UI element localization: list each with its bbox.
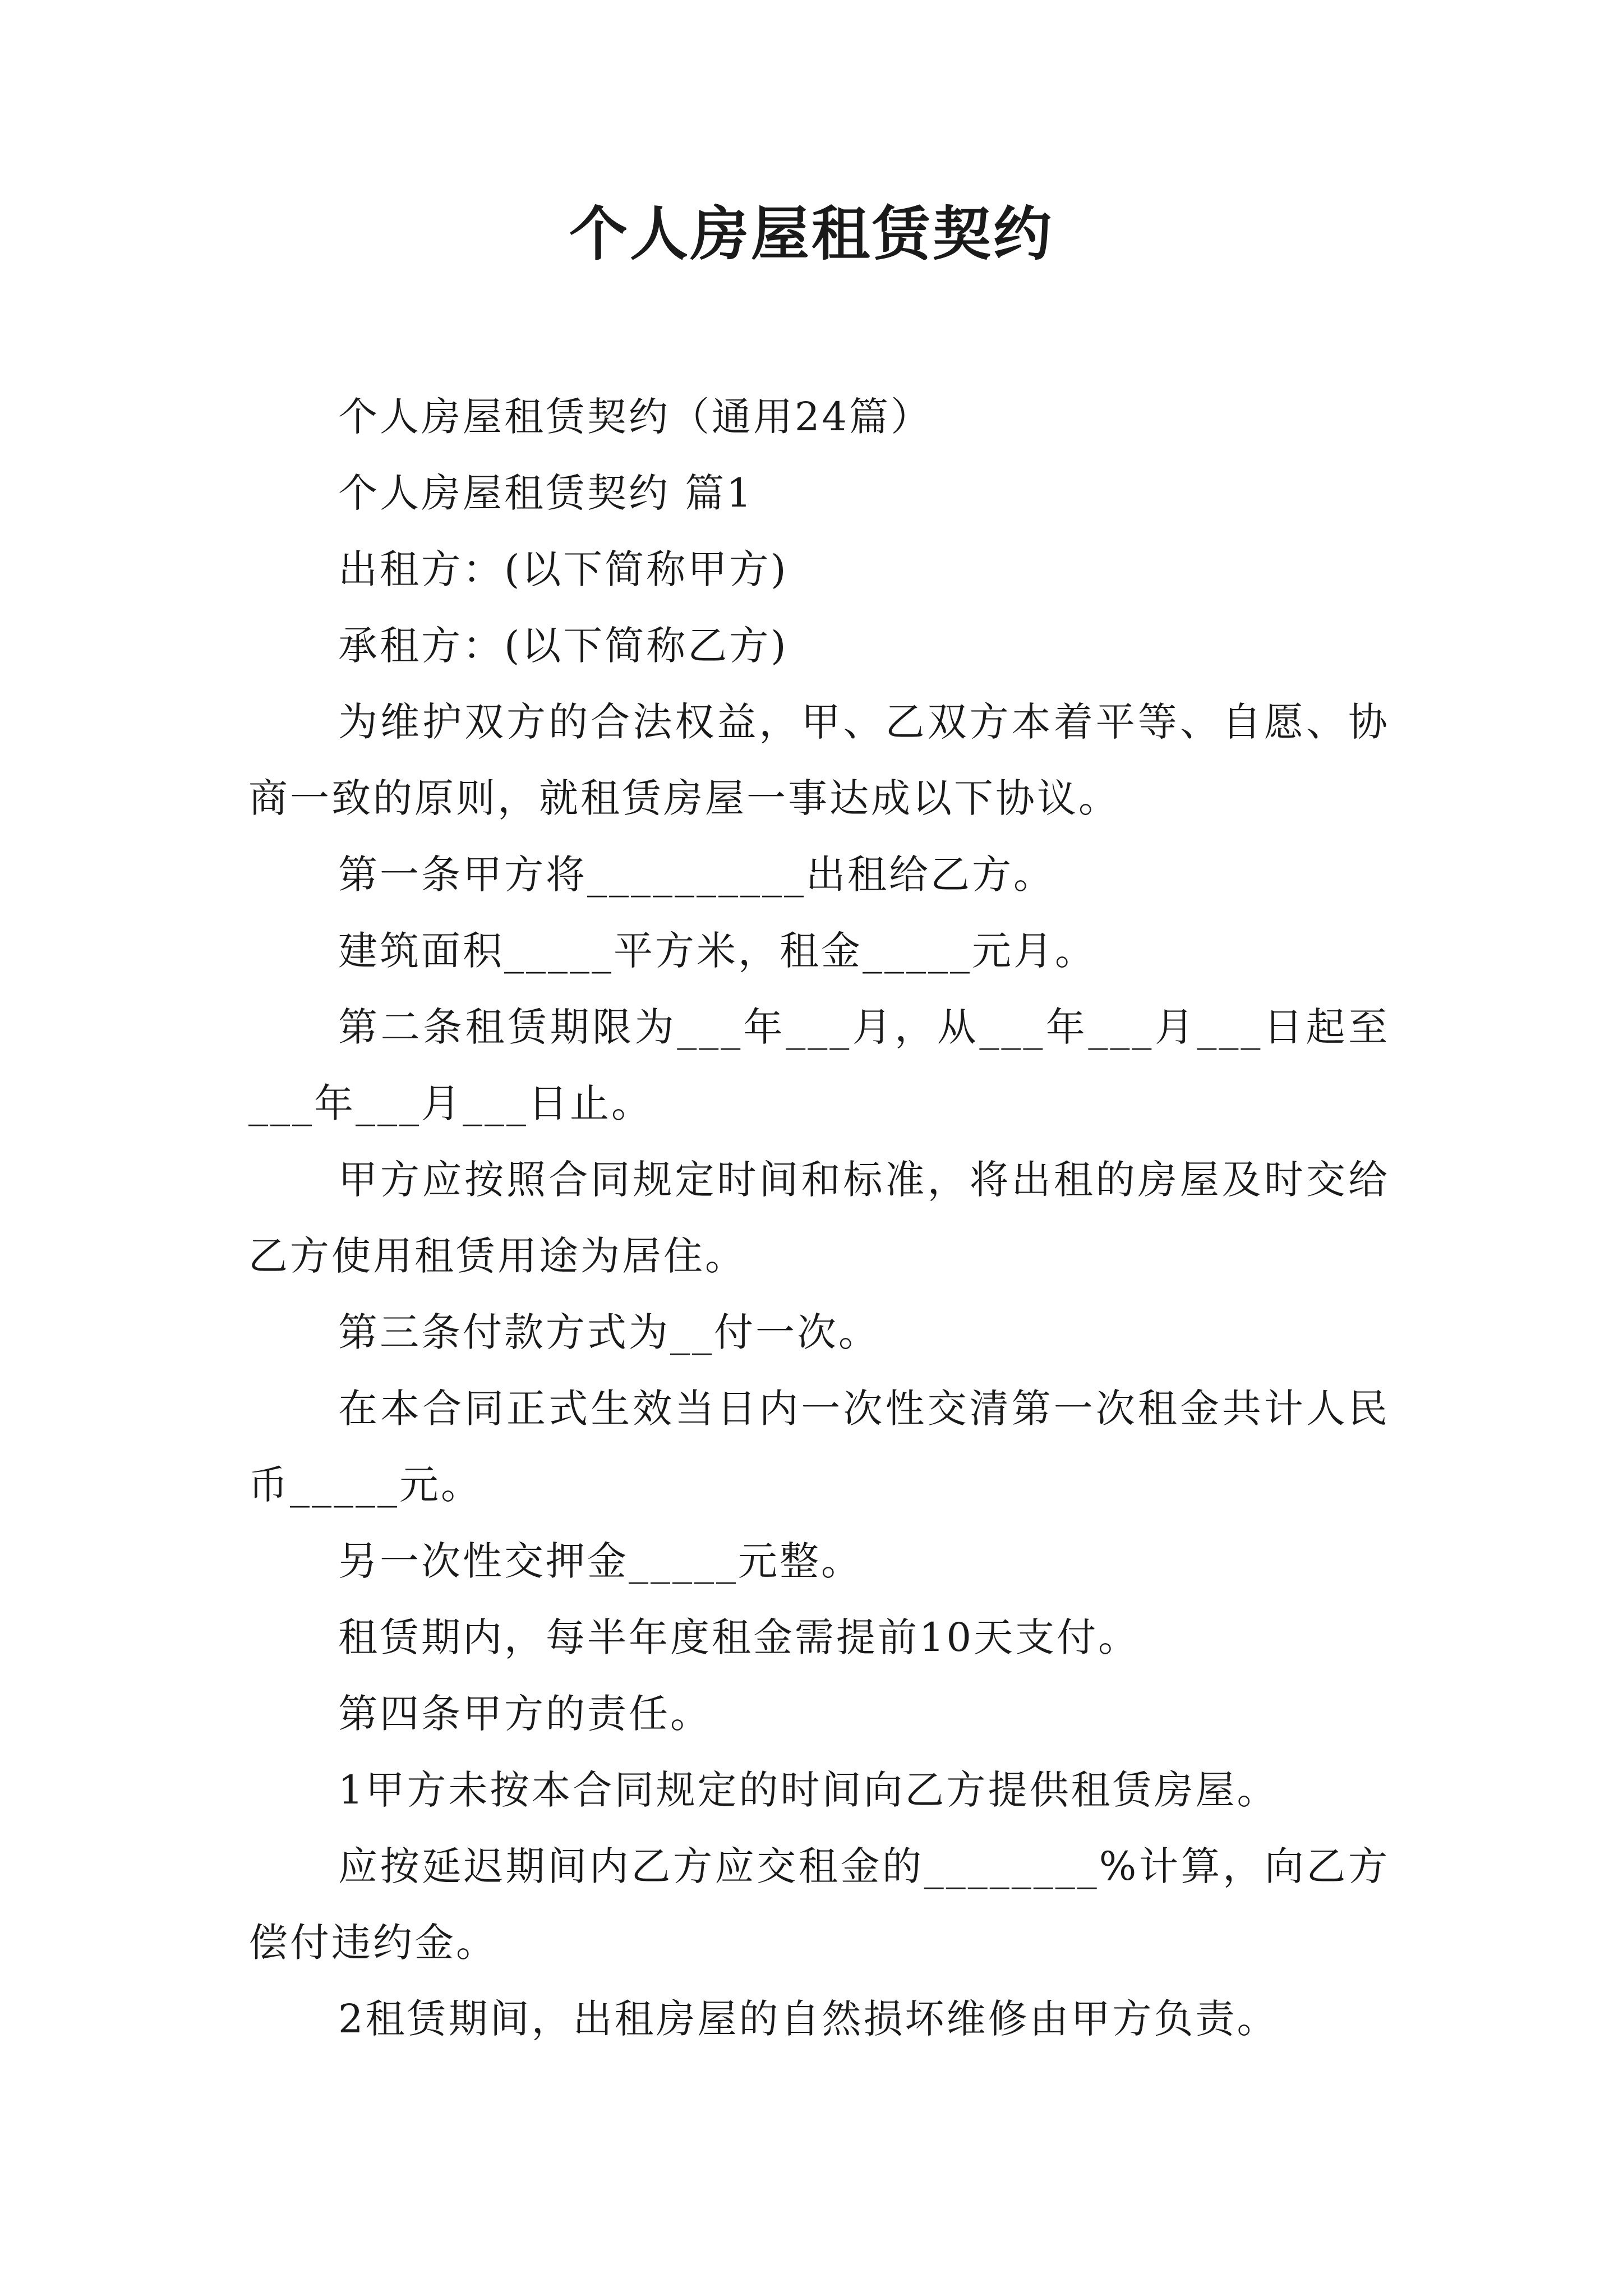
paragraph-first-rent: 在本合同正式生效当日内一次性交清第一次租金共计人民币_____元。 [248,1386,1390,1508]
paragraph-article-4: 第四条甲方的责任。 [338,1691,712,1737]
paragraph-penalty: 应按延迟期间内乙方应交租金的________%计算，向乙方偿付违约金。 [248,1843,1390,1966]
paragraph-article-1: 第一条甲方将__________出租给乙方。 [338,852,1055,898]
paragraph-delivery: 甲方应按照合同规定时间和标准，将出租的房屋及时交给乙方使用租赁用途为居住。 [248,1157,1390,1279]
paragraph-clause-1: 1甲方未按本合同规定的时间向乙方提供租赁房屋。 [338,1767,1279,1813]
paragraph-article-2: 第二条租赁期限为___年___月，从___年___月___日起至___年___月___日止。 [248,1004,1390,1126]
paragraph-preamble: 为维护双方的合法权益，甲、乙双方本着平等、自愿、协商一致的原则，就租赁房屋一事达成以下协议。 [248,699,1390,821]
paragraph-subtitle: 个人房屋租赁契约（通用24篇） [338,394,933,440]
paragraph-lessor: 出租方：(以下简称甲方) [338,546,789,592]
paragraph-area-rent: 建筑面积_____平方米，租金_____元月。 [338,928,1096,974]
document-body [248,379,1390,2057]
document-title: 个人房屋租赁契约 [569,200,1054,268]
paragraph-article-3: 第三条付款方式为__付一次。 [338,1309,880,1355]
paragraph-deposit: 另一次性交押金_____元整。 [338,1538,863,1584]
paragraph-lessee: 承租方：(以下简称乙方) [338,623,789,669]
paragraph-advance-payment: 租赁期内，每半年度租金需提前10天支付。 [338,1614,1140,1660]
paragraph-clause-2: 2租赁期间，出租房屋的自然损坏维修由甲方负责。 [338,1996,1279,2042]
paragraph-heading: 个人房屋租赁契约 篇1 [338,470,754,516]
